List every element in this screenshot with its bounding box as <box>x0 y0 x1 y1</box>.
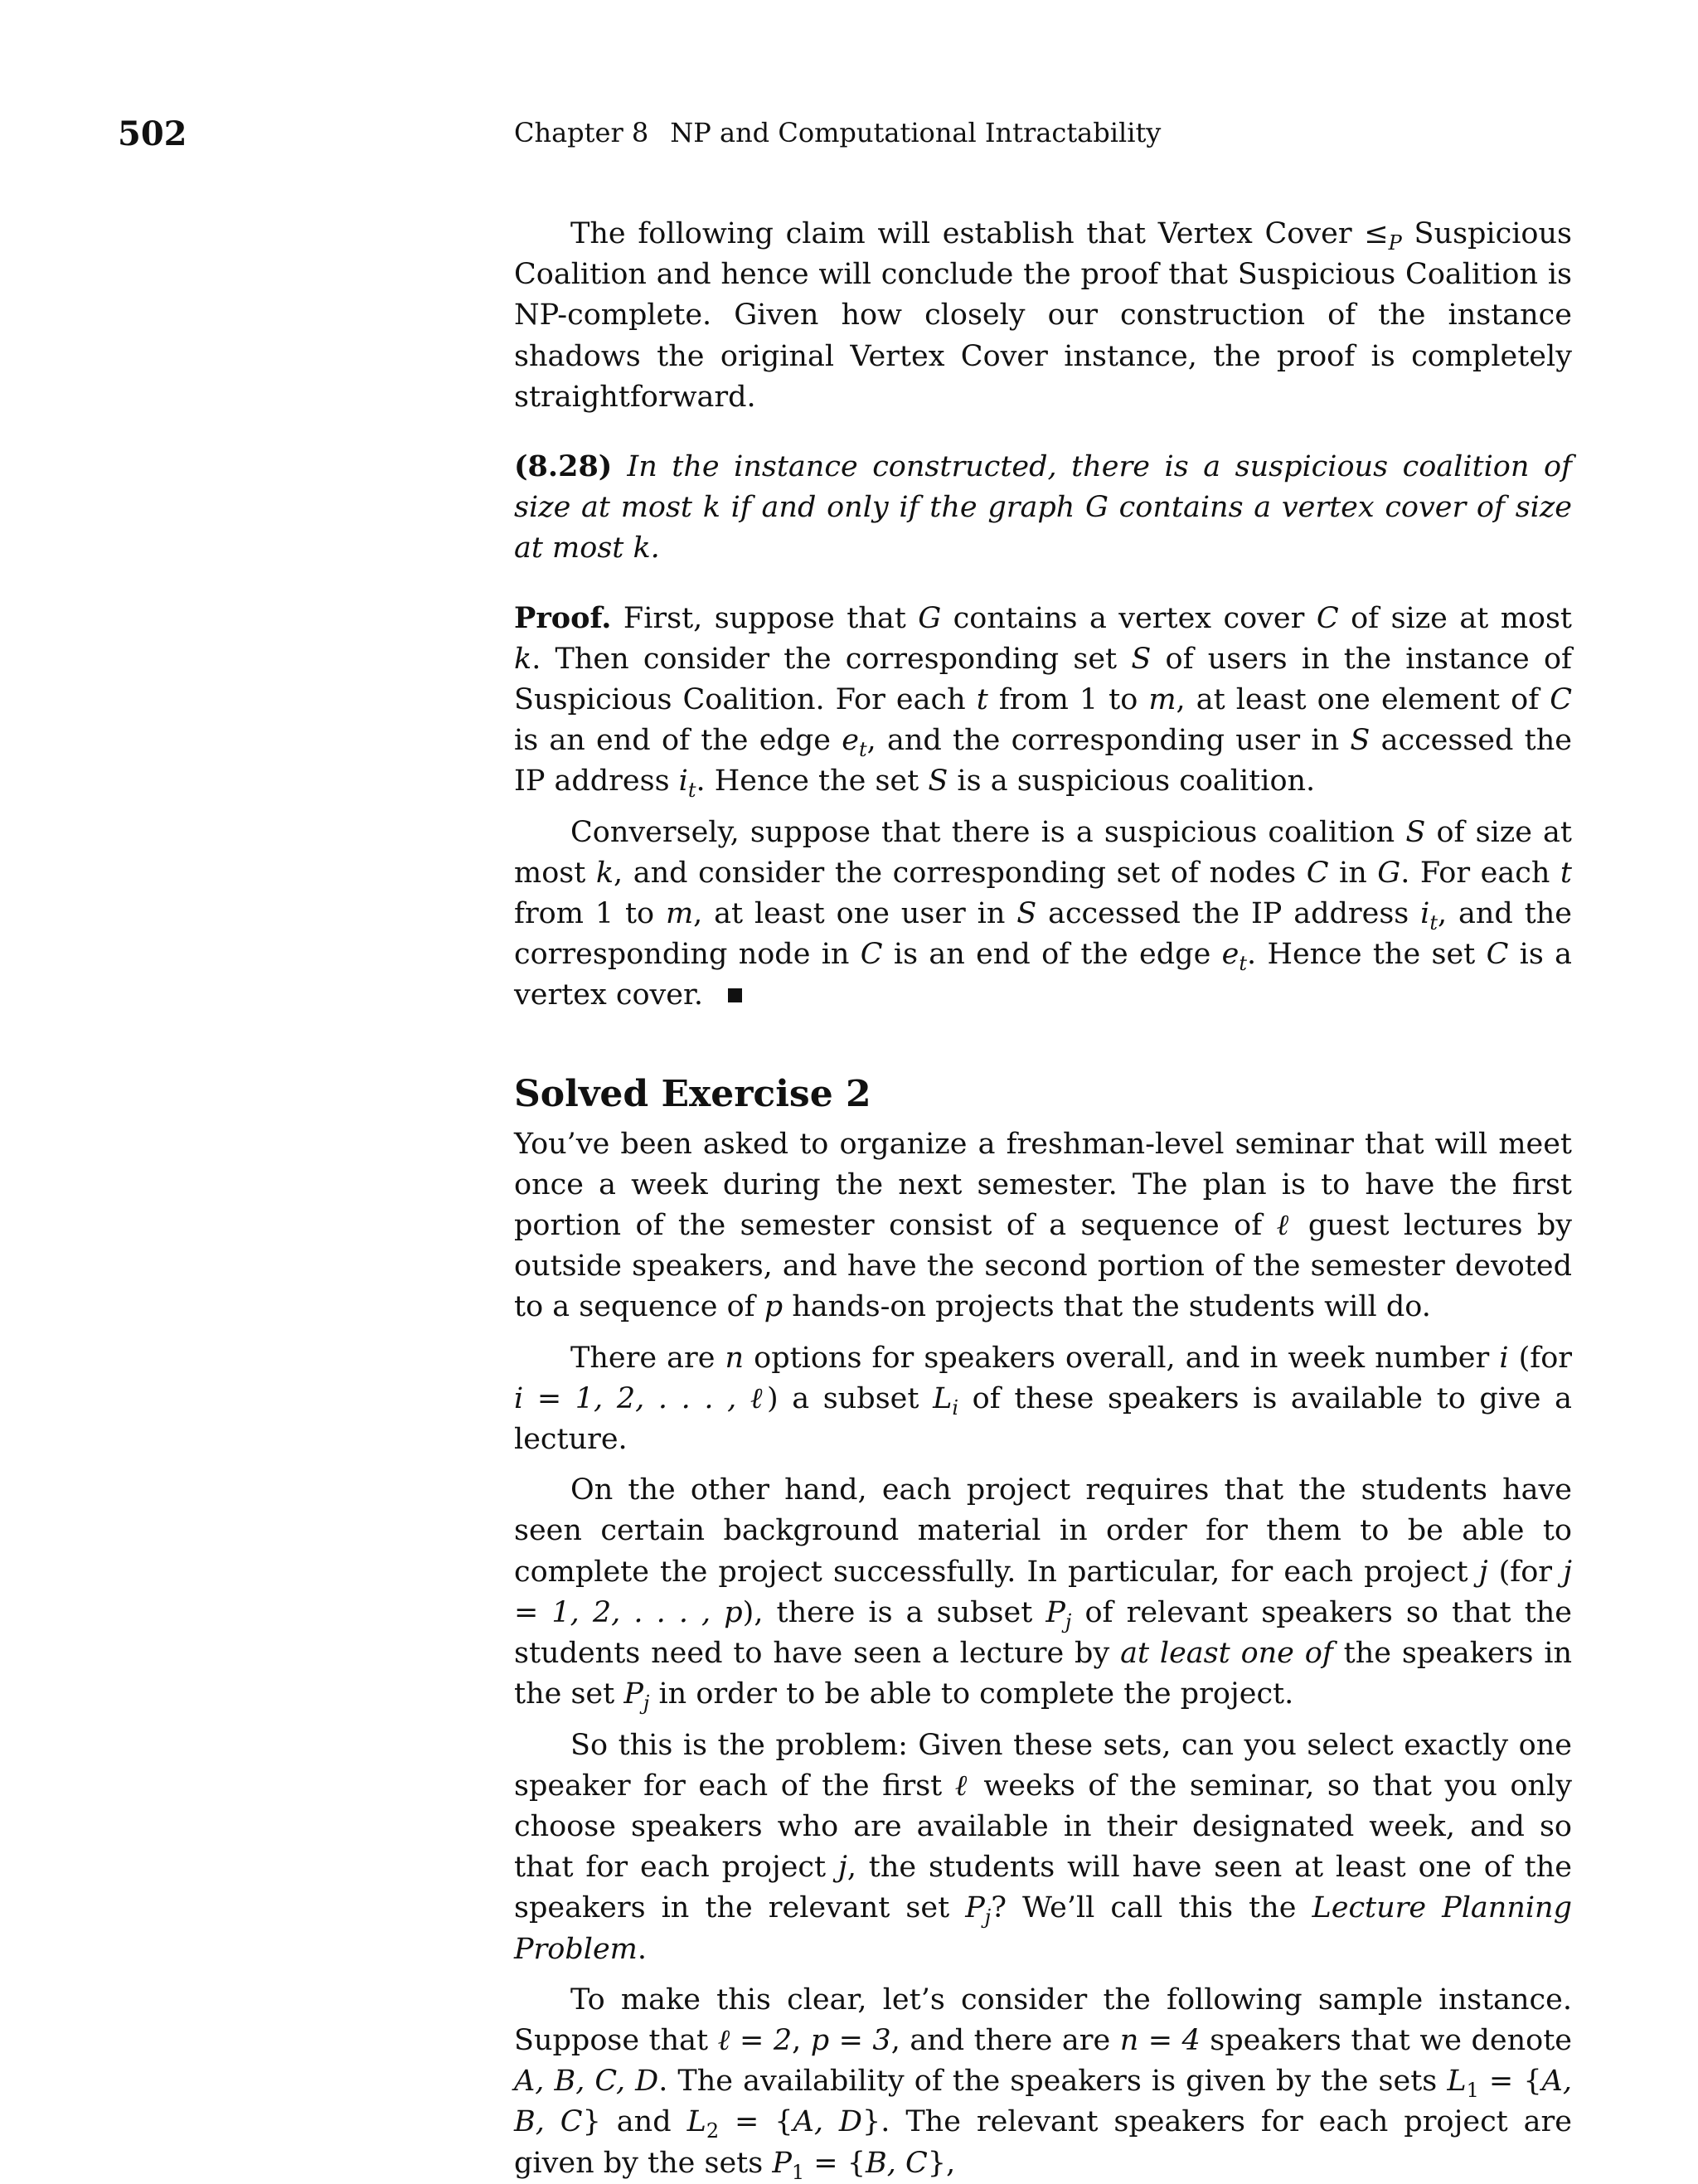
proof-label: Proof. <box>514 600 612 635</box>
intro-paragraph: The following claim will establish that Vertex Cover $\le_P$ Suspicious Coalition and hence will conclude the proof that Suspicious Coalition is NP-complete. Given how closely our construction of the instance shadows the original Vertex Cover instance, the proof is completely straightforward. <box>514 217 1572 414</box>
page-body <box>514 214 1572 2184</box>
proof-paragraph: Proof. First, suppose that G contains a vertex cover C of size at most k. Then consider the corresponding set S of users in the instance of Suspicious Coalition. For each t from 1 to m, at least one element of C is an end of the edge $e_t$, and the corresponding user in S accessed the IP address $i_t$. Hence the set S is a suspicious coalition. <box>514 600 1573 803</box>
claim-8-28 <box>514 446 1572 570</box>
qed-square-icon <box>728 988 742 1002</box>
exercise-paragraph-1: You’ve been asked to organize a freshman-level seminar that will meet once a week during the next semester. The plan is to have the first portion of the semester consist of a sequence of ℓ guest lectures by outside speakers, and have the second portion of the semester devoted to a sequence of p hands-on projects that the students will do. <box>514 1127 1573 1324</box>
claim-text: In the instance constructed, there is a suspicious coalition of size at most k if and only if the graph G contains a vertex cover of size at most k. <box>514 450 1572 565</box>
section-heading: Solved Exercise 2 <box>514 1072 871 1115</box>
running-head <box>514 116 1161 149</box>
exercise-paragraph-2: There are n options for speakers overall, and in week number i (for i = 1, 2, . . . , ℓ) a subset $L_i$ of these speakers is available to give a lecture. <box>514 1341 1573 1457</box>
page-number: 502 <box>118 114 187 153</box>
exercise-paragraph-5: To make this clear, let’s consider the following sample instance. Suppose that ℓ = 2, p = 3, and there are n = 4 speakers that we denote A, B, C, D. The availability of the speakers is given by the sets $L_1 = \{A$, B, C} and $L_2 = \{A$, D}. The relevant speakers for each project are given by the sets $P_1 = \{B$, C}, <box>514 1983 1573 2184</box>
converse-paragraph: Conversely, suppose that there is a suspicious coalition S of size at most k, and consider the corresponding set of nodes C in G. For each t from 1 to m, at least one user in S accessed the IP address $i_t$, and the corresponding node in C is an end of the edge $e_t$. Hence the set C is a vertex cover. <box>514 815 1573 1012</box>
chapter-title: NP and Computational Intractability <box>670 117 1162 148</box>
claim-number: (8.28) <box>514 449 613 484</box>
exercise-paragraph-3: On the other hand, each project requires that the students have seen certain background material in order for them to be able to complete the project successfully. In particular, for each project j (for j = 1, 2, . . . , p), there is a subset $P_j$ of relevant speakers so that the students need to have seen a lecture by at least one of the speakers in the set $P_j$ in order to be able to complete the project. <box>514 1473 1573 1716</box>
chapter-label: Chapter 8 <box>514 117 649 148</box>
exercise-paragraph-4: So this is the problem: Given these sets, can you select exactly one speaker for each of the first ℓ weeks of the seminar, so that you only choose speakers who are available in their designated week, and so that for each project j, the students will have seen at least one of the speakers in the relevant set $P_j$? We’ll call this the Lecture Planning Problem. <box>514 1728 1573 1966</box>
